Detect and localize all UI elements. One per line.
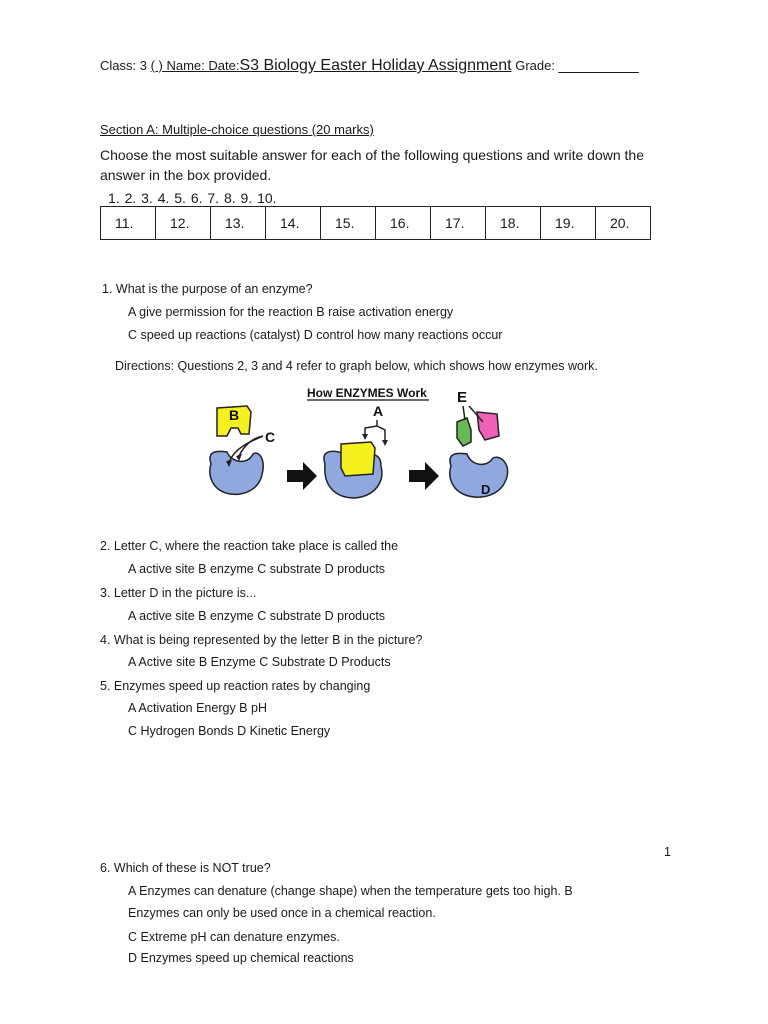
grade-blank: _________ <box>558 57 639 74</box>
enzyme-1-shape <box>210 451 263 494</box>
question-3: 3. Letter D in the picture is... <box>100 586 257 600</box>
answer-box-15[interactable]: 15. <box>321 207 376 240</box>
arrowhead-c-1 <box>236 454 242 461</box>
class-label: Class: 3 <box>100 58 147 73</box>
question-6-option-b: Enzymes can only be used once in a chemical reaction. <box>128 906 436 920</box>
section-heading: Section A: Multiple-choice questions (20 marks) <box>100 122 374 137</box>
diagram-title: How ENZYMES Work <box>307 386 427 400</box>
arrow-a <box>365 420 385 442</box>
answer-box-19[interactable]: 19. <box>541 207 596 240</box>
question-5: 5. Enzymes speed up reaction rates by changing <box>100 679 371 693</box>
process-arrow-1 <box>287 462 317 490</box>
product-green-shape <box>457 418 471 446</box>
arrowhead-a-2 <box>382 440 388 446</box>
question-1: 1. What is the purpose of an enzyme? <box>102 282 313 296</box>
answer-box-row <box>101 207 651 240</box>
header-line <box>100 57 639 75</box>
document-title: S3 Biology Easter Holiday Assignment <box>239 57 512 74</box>
question-2: 2. Letter C, where the reaction take place is called the <box>100 539 399 553</box>
complex-substrate-shape <box>341 442 375 476</box>
question-6-option-a: A Enzymes can denature (change shape) when the temperature gets too high. B <box>128 884 573 898</box>
question-3-options: A active site B enzyme C substrate D products <box>128 609 386 623</box>
instruction-line-2: answer in the box provided. <box>100 167 272 183</box>
label-a: A <box>373 403 384 419</box>
answer-box-17[interactable]: 17. <box>431 207 486 240</box>
label-e: E <box>457 389 468 406</box>
grade-label: Grade: <box>515 58 555 73</box>
answer-box-18[interactable]: 18. <box>486 207 541 240</box>
question-5-options-line-2: C Hydrogen Bonds D Kinetic Energy <box>128 724 331 738</box>
page-number: 1 <box>664 845 671 859</box>
directions: Directions: Questions 2, 3 and 4 refer to graph below, which shows how enzymes work. <box>115 359 598 373</box>
numbers-row: 1. 2. 3. 4. 5. 6. 7. 8. 9. 10. <box>108 190 277 206</box>
question-5-options-line-1: A Activation Energy B pH <box>128 701 267 715</box>
process-arrow-2 <box>409 462 439 490</box>
label-d: D <box>481 482 491 497</box>
enzyme-diagram <box>205 382 535 520</box>
instruction-line-1: Choose the most suitable answer for each of the following questions and write down the <box>100 147 644 163</box>
question-6-option-d: D Enzymes speed up chemical reactions <box>128 951 354 965</box>
question-1-options-line-1: A give permission for the reaction B raise activation energy <box>128 305 454 319</box>
answer-box-table <box>100 206 651 240</box>
label-c: C <box>265 429 276 445</box>
arrowhead-a-1 <box>362 434 368 440</box>
answer-box-13[interactable]: 13. <box>211 207 266 240</box>
answer-box-14[interactable]: 14. <box>266 207 321 240</box>
question-2-options: A active site B enzyme C substrate D products <box>128 562 386 576</box>
question-6-option-c: C Extreme pH can denature enzymes. <box>128 930 340 944</box>
answer-box-12[interactable]: 12. <box>156 207 211 240</box>
question-4: 4. What is being represented by the letter B in the picture? <box>100 633 423 647</box>
class-name-date-blank: ( ) Name: Date: <box>150 58 240 73</box>
question-6: 6. Which of these is NOT true? <box>100 861 271 875</box>
label-b: B <box>229 407 240 423</box>
answer-box-20[interactable]: 20. <box>596 207 651 240</box>
answer-box-16[interactable]: 16. <box>376 207 431 240</box>
question-1-options-line-2: C speed up reactions (catalyst) D control how many reactions occur <box>128 328 503 342</box>
enzyme-d-shape <box>450 453 508 497</box>
answer-box-11[interactable]: 11. <box>101 207 156 240</box>
product-pink-shape <box>477 412 499 440</box>
question-4-options: A Active site B Enzyme C Substrate D Products <box>128 655 391 669</box>
